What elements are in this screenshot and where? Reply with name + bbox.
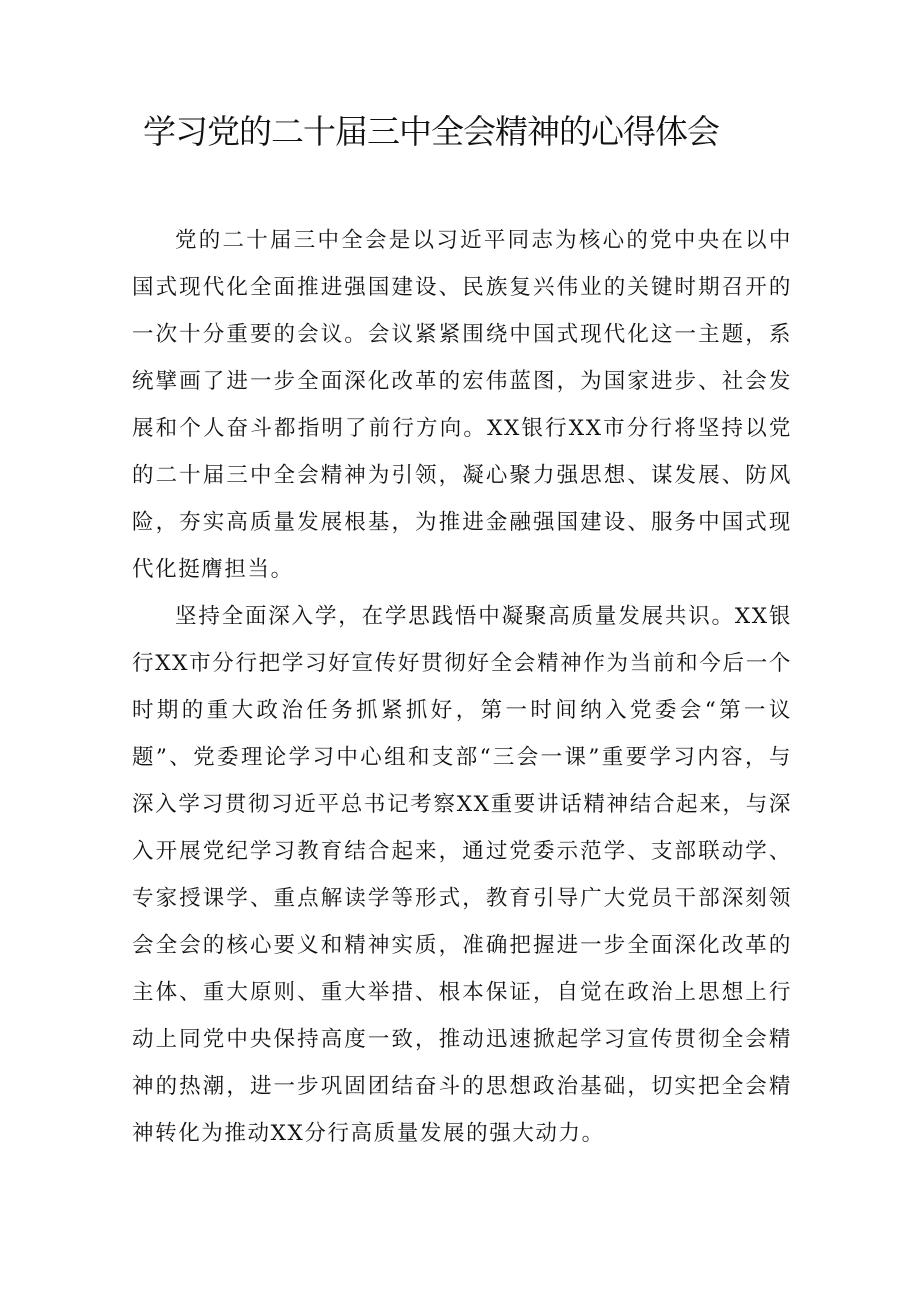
document-title: 学习党的二十届三中全会精神的心得体会 <box>143 112 719 151</box>
paragraph-1: 党的二十届三中全会是以习近平同志为核心的党中央在以中国式现代化全面推进强国建设、民族复兴伟业的关键时期召开的一次十分重要的会议。会议紧紧围绕中国式现代化这一主题，系统擘画了进一步全面深化改革的宏伟蓝图，为国家进步、社会发展和个人奋斗都指明了前行方向。XX银行XX市分行将坚持以党的二十届三中全会精神为引领，凝心聚力强思想、谋发展、防风险，夯实高质量发展根基，为推进金融强国建设、服务中国式现代化挺膺担当。 <box>132 228 792 582</box>
document-body <box>132 217 792 1157</box>
paragraph-2: 坚持全面深入学，在学思践悟中凝聚高质量发展共识。XX银行XX市分行把学习好宣传好贯彻好全会精神作为当前和今后一个时期的重大政治任务抓紧抓好，第一时间纳入党委会“第一议题”、党委理论学习中心组和支部“三会一课”重要学习内容，与深入学习贯彻习近平总书记考察XX重要讲话精神结合起来，与深入开展党纪学习教育结合起来，通过党委示范学、支部联动学、专家授课学、重点解读学等形式，教育引导广大党员干部深刻领会全会的核心要义和精神实质，准确把握进一步全面深化改革的主体、重大原则、重大举措、根本保证，自觉在政治上思想上行动上同党中央保持高度一致，推动迅速掀起学习宣传贯彻全会精神的热潮，进一步巩固团结奋斗的思想政治基础，切实把全会精神转化为推动XX分行高质量发展的强大动力。 <box>132 604 792 1146</box>
